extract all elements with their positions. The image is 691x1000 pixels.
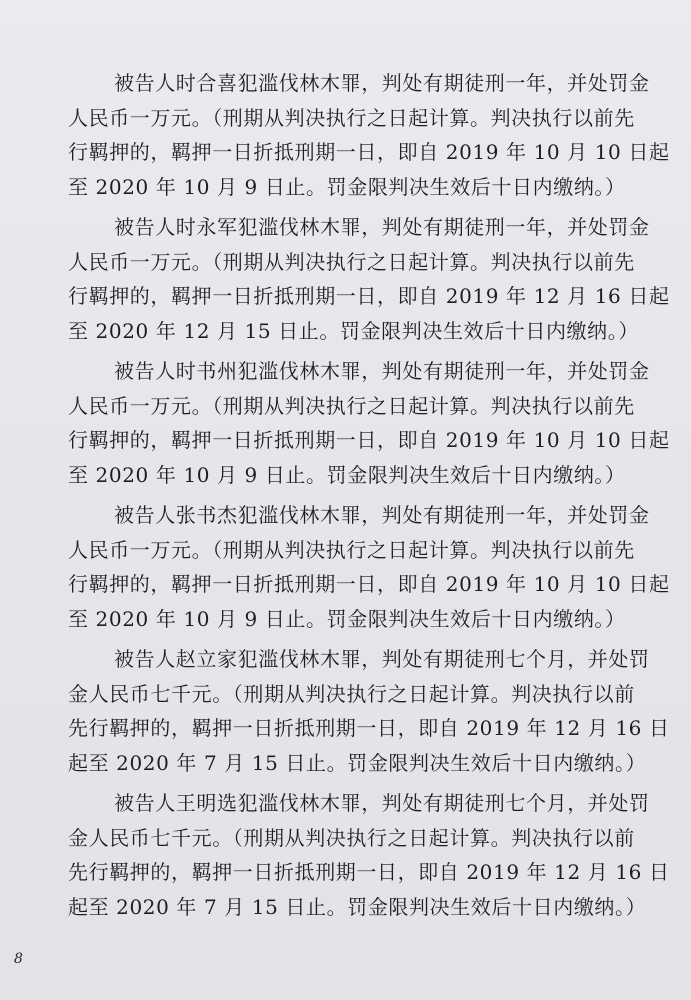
paragraph-line: 被告人时合喜犯滥伐林木罪，判处有期徒刑一年，并处罚金 xyxy=(114,71,650,95)
verdict-paragraph xyxy=(68,66,668,204)
page-number: 8 xyxy=(14,951,23,967)
paragraph-line: 人民币一万元。（刑期从判决执行之日起计算。判决执行以前先 xyxy=(68,393,635,418)
paragraph-line: 人民币一万元。（刑期从判决执行之日起计算。判决执行以前先 xyxy=(68,249,635,274)
paragraph-line: 金人民币七千元。（刑期从判决执行之日起计算。判决执行以前 xyxy=(68,681,635,706)
paragraph-line: 至 2020 年 10 月 9 日止。罚金限判决生效后十日内缴纳。） xyxy=(68,462,626,487)
verdict-paragraph xyxy=(68,498,668,636)
verdict-paragraph xyxy=(68,786,668,924)
paragraph-line: 被告人时书州犯滥伐林木罪，判处有期徒刑一年，并处罚金 xyxy=(114,359,650,383)
paragraph-line: 被告人时永军犯滥伐林木罪，判处有期徒刑一年，并处罚金 xyxy=(114,215,650,239)
verdict-paragraphs xyxy=(68,66,668,930)
paragraph-line: 起至 2020 年 7 月 15 日止。罚金限判决生效后十日内缴纳。） xyxy=(68,894,647,919)
paragraph-line: 金人民币七千元。（刑期从判决执行之日起计算。判决执行以前 xyxy=(68,825,635,850)
paragraph-line: 至 2020 年 12 月 15 日止。罚金限判决生效后十日内缴纳。） xyxy=(68,318,639,343)
paragraph-line: 行羁押的，羁押一日折抵刑期一日，即自 2019 年 10 月 10 日起 xyxy=(68,572,670,596)
paragraph-line: 至 2020 年 10 月 9 日止。罚金限判决生效后十日内缴纳。） xyxy=(68,606,626,631)
verdict-paragraph xyxy=(68,210,668,348)
paragraph-line: 先行羁押的，羁押一日折抵刑期一日，即自 2019 年 12 月 16 日 xyxy=(68,716,670,740)
paragraph-line: 被告人赵立家犯滥伐林木罪，判处有期徒刑七个月，并处罚 xyxy=(114,647,650,671)
paragraph-line: 至 2020 年 10 月 9 日止。罚金限判决生效后十日内缴纳。） xyxy=(68,174,626,199)
paragraph-line: 被告人张书杰犯滥伐林木罪，判处有期徒刑一年，并处罚金 xyxy=(114,503,650,527)
paragraph-line: 行羁押的，羁押一日折抵刑期一日，即自 2019 年 12 月 16 日起 xyxy=(68,284,670,308)
paragraph-line: 人民币一万元。（刑期从判决执行之日起计算。判决执行以前先 xyxy=(68,105,635,130)
paragraph-line: 行羁押的，羁押一日折抵刑期一日，即自 2019 年 10 月 10 日起 xyxy=(68,140,670,164)
paragraph-line: 起至 2020 年 7 月 15 日止。罚金限判决生效后十日内缴纳。） xyxy=(68,750,647,775)
paragraph-line: 先行羁押的，羁押一日折抵刑期一日，即自 2019 年 12 月 16 日 xyxy=(68,860,670,884)
verdict-paragraph xyxy=(68,354,668,492)
verdict-paragraph xyxy=(68,642,668,780)
paragraph-line: 被告人王明选犯滥伐林木罪，判处有期徒刑七个月，并处罚 xyxy=(114,791,650,815)
paragraph-line: 行羁押的，羁押一日折抵刑期一日，即自 2019 年 10 月 10 日起 xyxy=(68,428,670,452)
paragraph-line: 人民币一万元。（刑期从判决执行之日起计算。判决执行以前先 xyxy=(68,537,635,562)
